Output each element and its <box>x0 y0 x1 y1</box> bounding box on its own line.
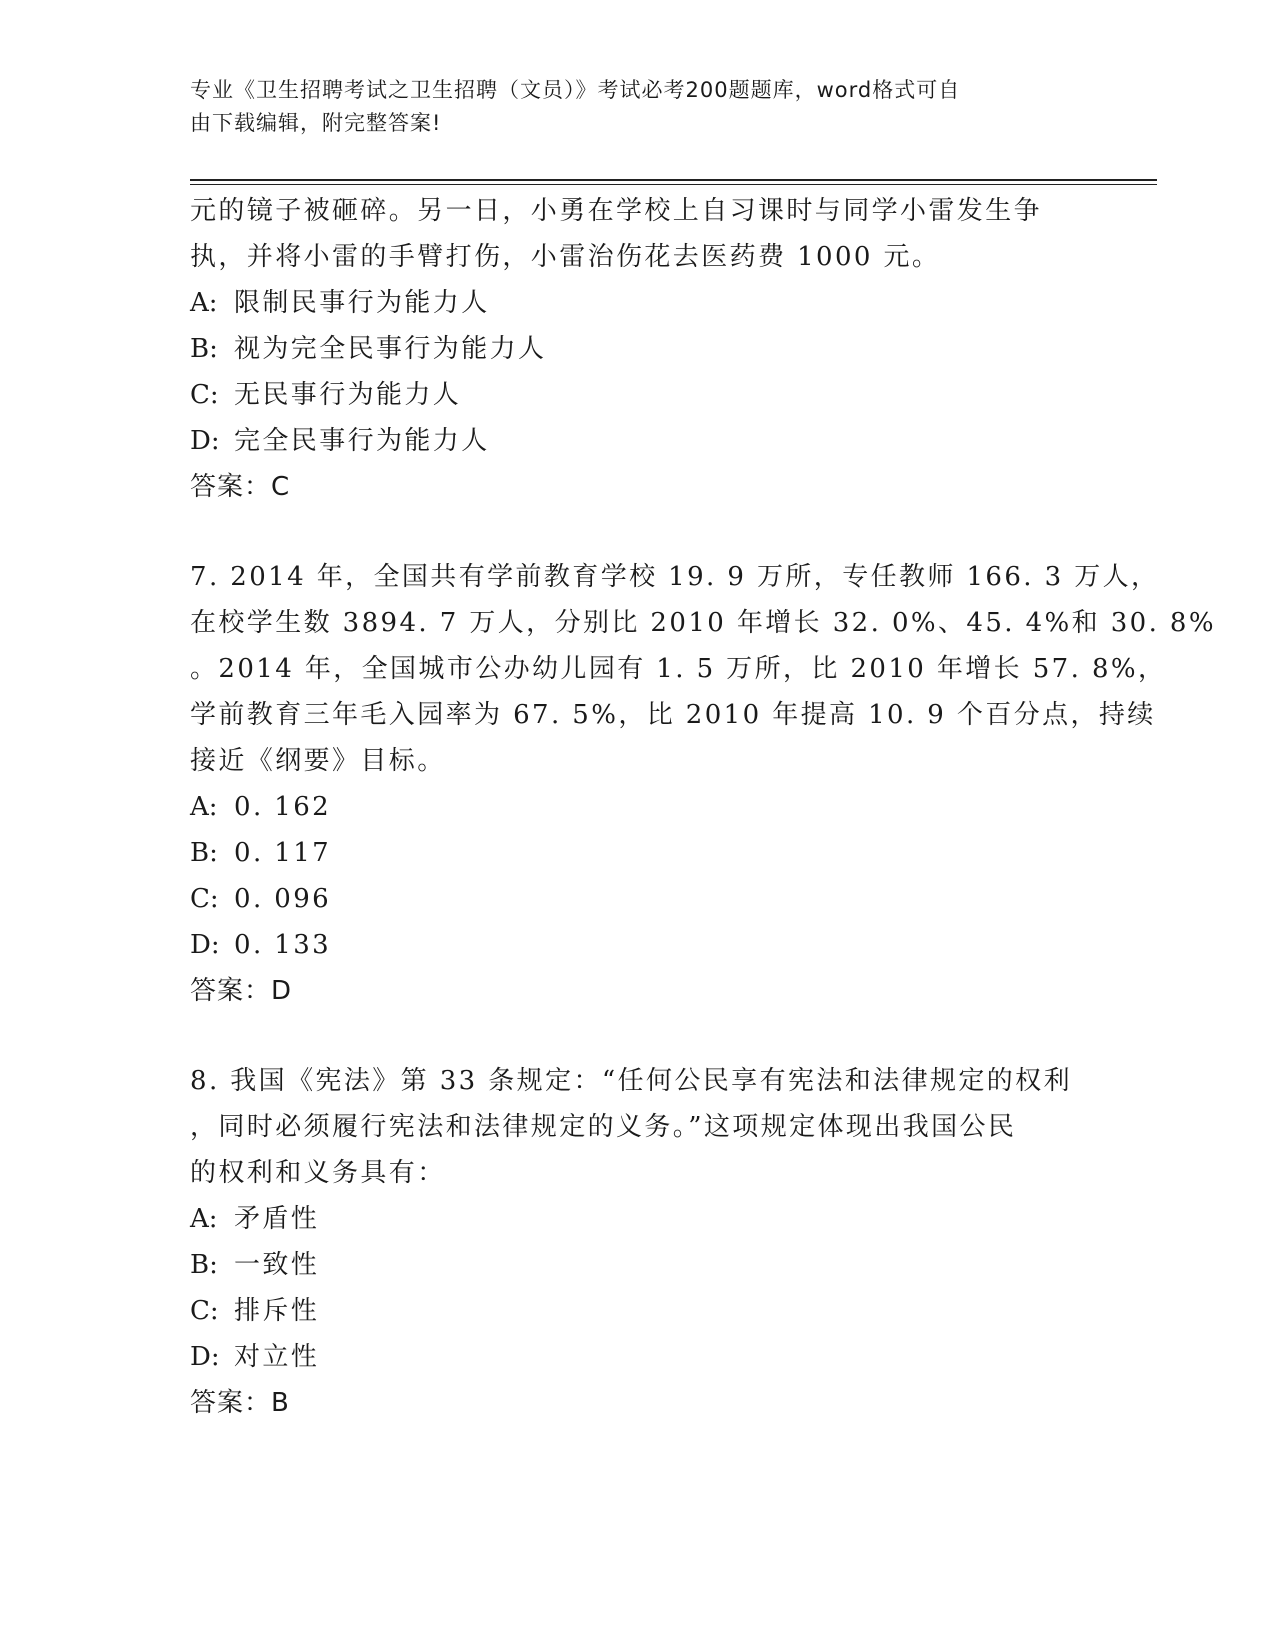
option-text: 0. 117 <box>234 838 332 868</box>
option-text: 无民事行为能力人 <box>234 380 462 410</box>
option-letter: C: <box>190 380 219 410</box>
option-letter: C: <box>190 1296 219 1326</box>
header-title-line-2: 由下载编辑，附完整答案! <box>190 111 442 135</box>
header-divider-thick <box>190 179 1157 181</box>
question-text-line: 的权利和义务具有： <box>190 1158 446 1188</box>
question-text-line: 7. 2014 年，全国共有学前教育学校 19. 9 万所，专任教师 166. 3 万人， <box>190 562 1160 592</box>
answer-line: 答案：B <box>190 1388 290 1418</box>
option-b <box>190 326 1090 372</box>
question-text-line: 8. 我国《宪法》第 33 条规定：“任何公民享有宪法和法律规定的权利 <box>190 1066 1072 1096</box>
option-text: 矛盾性 <box>234 1204 320 1234</box>
option-text: 对立性 <box>234 1342 320 1372</box>
option-letter: A: <box>190 288 218 318</box>
answer-line: 答案：C <box>190 472 291 502</box>
question-7 <box>190 554 1216 1014</box>
question-text-line: 在校学生数 3894. 7 万人，分别比 2010 年增长 32. 0%、45. 4%和 30. 8% <box>190 608 1216 638</box>
option-text: 一致性 <box>234 1250 320 1280</box>
option-text: 0. 133 <box>234 930 332 960</box>
option-c <box>190 372 1090 418</box>
option-a <box>190 280 1090 326</box>
option-letter: B: <box>190 1250 218 1280</box>
question-text-line: ，同时必须履行宪法和法律规定的义务。”这项规定体现出我国公民 <box>190 1112 1017 1142</box>
option-text: 0. 096 <box>234 884 332 914</box>
header-divider-thin <box>190 184 1157 185</box>
option-letter: D: <box>190 426 220 456</box>
question-spacer <box>190 510 1090 554</box>
option-letter: A: <box>190 792 218 822</box>
option-text: 0. 162 <box>234 792 332 822</box>
question-text-line: 执，并将小雷的手臂打伤，小雷治伤花去医药费 1000 元。 <box>190 242 941 272</box>
question-8 <box>190 1058 1090 1426</box>
option-d <box>190 1334 1090 1380</box>
option-text: 完全民事行为能力人 <box>234 426 490 456</box>
option-letter: C: <box>190 884 219 914</box>
option-letter: D: <box>190 930 220 960</box>
document-body <box>190 188 1216 1426</box>
option-c <box>190 876 1090 922</box>
option-text: 限制民事行为能力人 <box>234 288 490 318</box>
option-b <box>190 1242 1090 1288</box>
option-letter: D: <box>190 1342 220 1372</box>
option-a <box>190 784 1090 830</box>
question-spacer <box>190 1014 1090 1058</box>
option-letter: B: <box>190 838 218 868</box>
option-text: 视为完全民事行为能力人 <box>234 334 547 364</box>
answer-line: 答案：D <box>190 976 293 1006</box>
document-header <box>190 74 1090 140</box>
option-d <box>190 418 1090 464</box>
question-continued <box>190 188 1090 510</box>
option-b <box>190 830 1090 876</box>
question-text-line: 接近《纲要》目标。 <box>190 746 446 776</box>
option-c <box>190 1288 1090 1334</box>
header-title-line-1: 专业《卫生招聘考试之卫生招聘（文员）》考试必考200题题库，word格式可自 <box>190 78 961 102</box>
option-a <box>190 1196 1090 1242</box>
question-text-line: 元的镜子被砸碎。另一日，小勇在学校上自习课时与同学小雷发生争 <box>190 196 1043 226</box>
question-text-line: 学前教育三年毛入园率为 67. 5%，比 2010 年提高 10. 9 个百分点，持续 <box>190 700 1156 730</box>
option-letter: B: <box>190 334 218 364</box>
option-text: 排斥性 <box>234 1296 320 1326</box>
question-text-line: 。2014 年，全国城市公办幼儿园有 1. 5 万所，比 2010 年增长 57. 8%， <box>190 654 1167 684</box>
option-d <box>190 922 1090 968</box>
option-letter: A: <box>190 1204 218 1234</box>
